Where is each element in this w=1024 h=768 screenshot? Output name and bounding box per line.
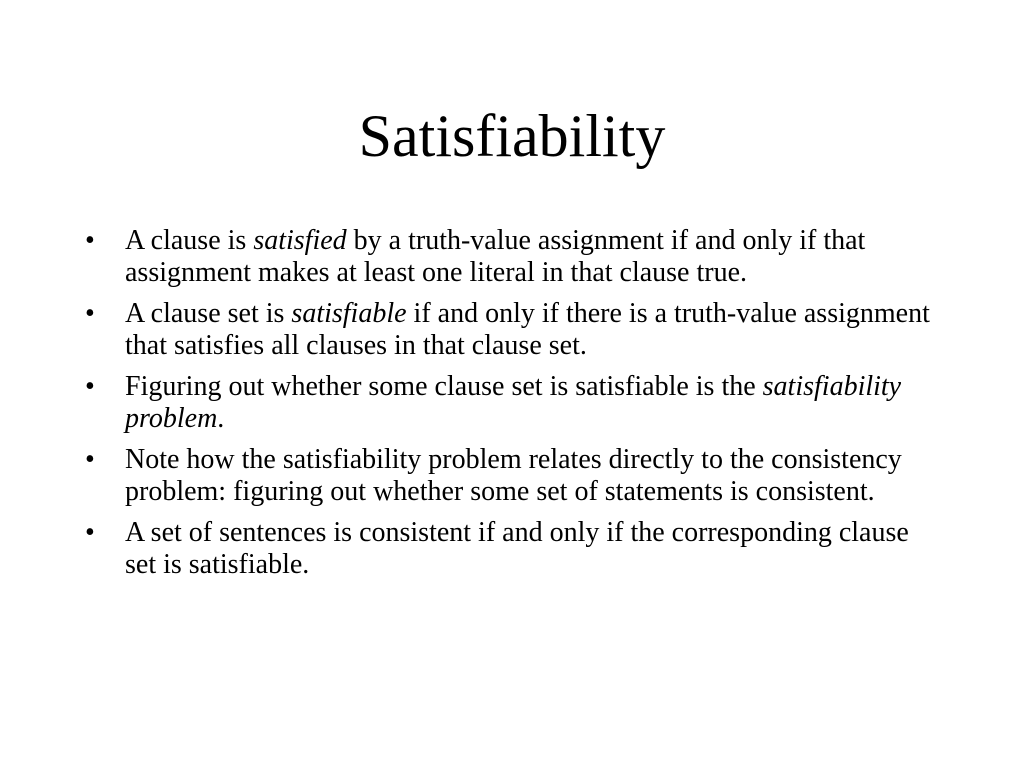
bullet-item bbox=[85, 517, 945, 581]
bullet-item bbox=[85, 225, 945, 289]
bullet-text-italic: satisfiability problem bbox=[125, 371, 902, 434]
bullet-text-part: Note how the satisfiability problem relates directly to the consistency problem: figuring out whether some set of statements is consistent. bbox=[125, 444, 902, 507]
bullet-marker: • bbox=[85, 444, 95, 475]
bullet-marker: • bbox=[85, 298, 95, 329]
bullet-text-part: Figuring out whether some clause set is satisfiable is the bbox=[125, 371, 763, 402]
bullet-item bbox=[85, 444, 945, 508]
bullet-item bbox=[85, 298, 945, 362]
bullet-marker: • bbox=[85, 517, 95, 548]
bullet-list bbox=[85, 225, 945, 590]
bullet-marker: • bbox=[85, 371, 95, 402]
bullet-text-part: by a truth-value assignment if and only if that assignment makes at least one literal in that clause true. bbox=[125, 225, 866, 288]
bullet-text-part: . bbox=[217, 403, 225, 434]
bullet-marker: • bbox=[85, 225, 95, 256]
bullet-text-part: if and only if there is a truth-value assignment that satisfies all clauses in that clause set. bbox=[125, 298, 930, 361]
bullet-text-italic: satisfied bbox=[253, 225, 347, 256]
bullet-text-part: A set of sentences is consistent if and only if the corresponding clause set is satisfiable. bbox=[125, 517, 909, 580]
slide-title: Satisfiability bbox=[358, 103, 666, 169]
bullet-text-part: A clause is bbox=[125, 225, 254, 256]
bullet-text-part: A clause set is bbox=[125, 298, 292, 329]
bullet-item bbox=[85, 371, 945, 435]
bullet-text-italic: satisfiable bbox=[291, 298, 407, 329]
